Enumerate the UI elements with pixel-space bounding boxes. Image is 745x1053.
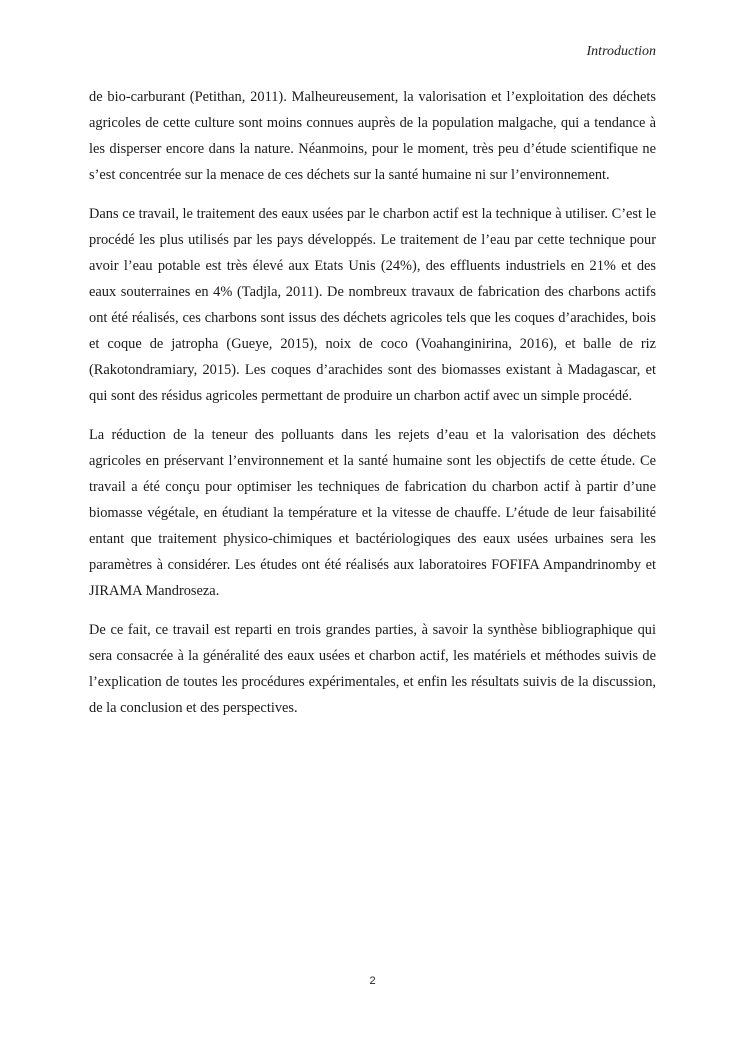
page-number: 2 [369,975,376,987]
paragraph-1: de bio-carburant (Petithan, 2011). Malheureusement, la valorisation et l’exploitation des déchets agricoles de cette culture sont moins connues auprès de la population malgache, qui a tendance à les disperser encore dans la nature. Néanmoins, pour le moment, très peu d’étude scientifique ne s’est concentrée sur la menace de ces déchets sur la santé humaine ni sur l’environnement. [89,89,656,183]
paragraph-3: La réduction de la teneur des polluants dans les rejets d’eau et la valorisation des déchets agricoles en préservant l’environnement et la santé humaine sont les objectifs de cette étude. Ce travail a été conçu pour optimiser les techniques de fabrication du charbon actif à partir d’une biomasse végétale, en étudiant la température et la vitesse de chauffe. L’étude de leur faisabilité entant que traitement physico-chimiques et bactériologiques des eaux usées urbaines sera les paramètres à considérer. Les études ont été réalisés aux laboratoires FOFIFA Ampandrinomby et JIRAMA Mandroseza. [89,427,656,599]
page-body [89,84,656,734]
paragraph-2: Dans ce travail, le traitement des eaux usées par le charbon actif est la technique à utiliser. C’est le procédé les plus utilisés par les pays développés. Le traitement de l’eau par cette technique pour avoir l’eau potable est très élevé aux Etats Unis (24%), des effluents industriels en 21% et des eaux souterraines en 4% (Tadjla, 2011). De nombreux travaux de fabrication des charbons actifs ont été réalisés, ces charbons sont issus des déchets agricoles tels que les coques d’arachides, bois et coque de jatropha (Gueye, 2015), noix de coco (Voahanginirina, 2016), et balle de riz (Rakotondramiary, 2015). Les coques d’arachides sont des biomasses existant à Madagascar, et qui sont des résidus agricoles permettant de produire un charbon actif avec un simple procédé. [89,206,656,404]
paragraph-4: De ce fait, ce travail est reparti en trois grandes parties, à savoir la synthèse bibliographique qui sera consacrée à la généralité des eaux usées et charbon actif, les matériels et méthodes suivis de l’explication de toutes les procédures expérimentales, et enfin les résultats suivis de la discussion, de la conclusion et des perspectives. [89,622,656,716]
running-header: Introduction [586,44,656,59]
